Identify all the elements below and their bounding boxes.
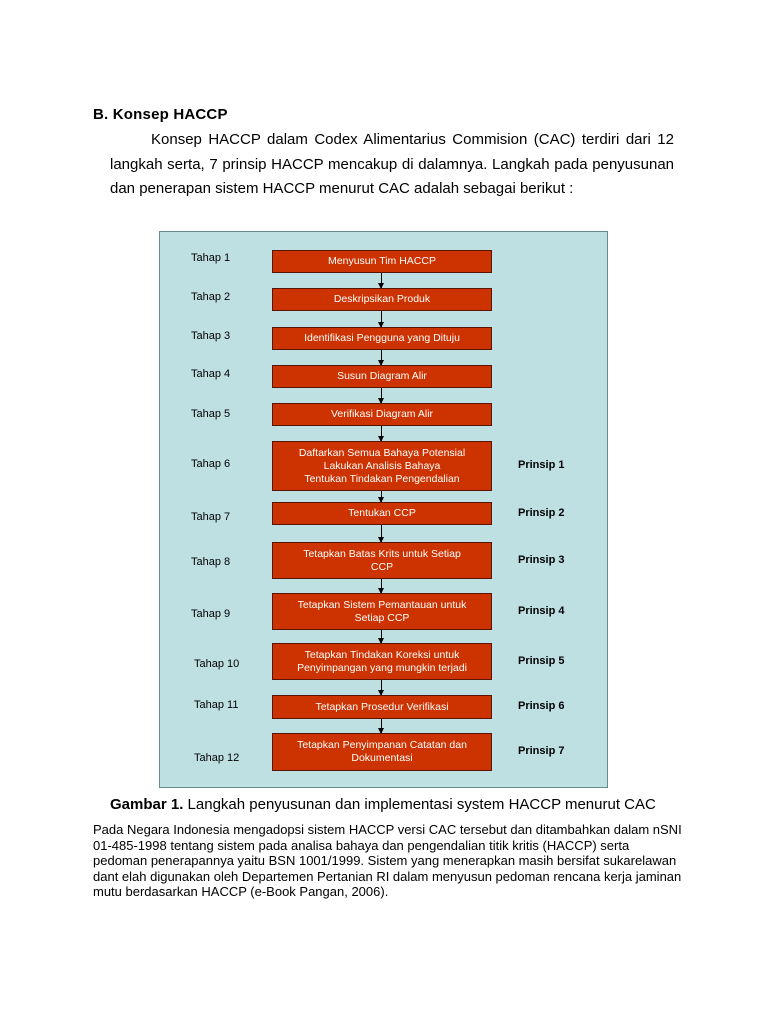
step-text: Tentukan Tindakan Pengendalian — [304, 472, 460, 485]
step-box — [272, 733, 492, 771]
arrow-down-icon — [381, 350, 382, 365]
step-box — [272, 403, 492, 426]
stage-label: Tahap 10 — [194, 658, 240, 670]
arrow-down-icon — [381, 426, 382, 441]
principle-label: Prinsip 5 — [518, 654, 565, 667]
step-text: Setiap CCP — [354, 611, 410, 624]
step-text: Tetapkan Prosedur Verifikasi — [315, 700, 449, 713]
arrow-down-icon — [381, 579, 382, 593]
step-box — [272, 250, 492, 273]
principle-label: Prinsip 3 — [518, 553, 565, 566]
step-box — [272, 502, 492, 525]
step-text: Daftarkan Semua Bahaya Potensial — [298, 446, 466, 459]
step-box — [272, 441, 492, 491]
stage-label: Tahap 8 — [191, 556, 231, 568]
step-text: Susun Diagram Alir — [337, 370, 427, 382]
principle-label: Prinsip 2 — [518, 506, 565, 519]
principle-label: Prinsip 7 — [518, 745, 565, 757]
step-box — [272, 593, 492, 630]
step-box — [272, 365, 492, 388]
arrow-down-icon — [381, 719, 382, 733]
step-text: Tetapkan Batas Krits untuk Setiap — [303, 547, 461, 560]
stage-label: Tahap 12 — [194, 752, 240, 764]
step-box — [272, 288, 492, 311]
step-text: Menyusun Tim HACCP — [328, 255, 436, 267]
step-text: Identifikasi Pengguna yang Dituju — [304, 332, 460, 344]
principle-label: Prinsip 6 — [518, 700, 565, 712]
arrow-down-icon — [381, 630, 382, 643]
step-text: Lakukan Analisis Bahaya — [323, 459, 441, 472]
arrow-down-icon — [381, 491, 382, 502]
step-text: CCP — [370, 560, 394, 573]
step-text: Deskripsikan Produk — [333, 293, 431, 305]
arrow-down-icon — [381, 311, 382, 327]
step-text: Tetapkan Tindakan Koreksi untuk — [304, 648, 460, 661]
step-box — [272, 327, 492, 350]
step-text: Tentukan CCP — [348, 507, 416, 519]
arrow-down-icon — [381, 273, 382, 288]
principle-label: Prinsip 4 — [518, 604, 565, 617]
stage-label: Tahap 6 — [191, 458, 231, 470]
step-text: Tetapkan Penyimpanan Catatan dan — [297, 739, 467, 751]
arrow-down-icon — [381, 388, 382, 403]
stage-label: Tahap 11 — [194, 699, 239, 711]
step-text: Penyimpangan yang mungkin terjadi — [297, 661, 467, 674]
intro-paragraph: Konsep HACCP dalam Codex Alimentarius Commision (CAC) terdiri dari 12 langkah serta, 7 prinsip HACCP mencakup di dalamnya. Langkah pada penyusunan dan penerapan sistem HACCP menurut CAC adalah sebagai berikut : — [110, 131, 674, 197]
arrow-down-icon — [381, 525, 382, 542]
body-paragraph: Pada Negara Indonesia mengadopsi sistem HACCP versi CAC tersebut dan ditambahkan dalam nSNI 01-485-1998 tentang sistem pada analisa bahaya dan pengendalian titik kritis (HACCP) serta pedoman penerapannya yaitu BSN 1001/1999. Sistem yang menerapkan masih bersifat sukarelawan dant elah digunakan oleh Departemen Pertanian RI dalam menyusun pedoman rencana kerja jaminan mutu berdasarkan HACCP (e-Book Pangan, 2006). — [93, 822, 682, 899]
step-box — [272, 695, 492, 719]
principle-label: Prinsip 1 — [518, 459, 565, 471]
haccp-flowchart — [159, 231, 608, 788]
section-heading: B. Konsep HACCP — [93, 106, 228, 123]
stage-label: Tahap 4 — [191, 368, 231, 380]
stage-label: Tahap 1 — [191, 252, 231, 264]
step-text: Dokumentasi — [351, 752, 413, 764]
step-text: Verifikasi Diagram Alir — [330, 408, 434, 420]
stage-label: Tahap 3 — [191, 330, 231, 342]
caption-label: Gambar 1. — [110, 796, 184, 813]
caption-text: Langkah penyusunan dan implementasi system HACCP menurut CAC — [183, 796, 656, 813]
figure-caption — [110, 796, 656, 813]
step-box — [272, 643, 492, 680]
arrow-down-icon — [381, 680, 382, 695]
stage-label: Tahap 9 — [191, 608, 231, 620]
step-box — [272, 542, 492, 579]
stage-label: Tahap 7 — [191, 511, 231, 523]
step-text: Tetapkan Sistem Pemantauan untuk — [297, 598, 467, 611]
stage-label: Tahap 2 — [191, 291, 231, 303]
stage-label: Tahap 5 — [191, 408, 231, 420]
